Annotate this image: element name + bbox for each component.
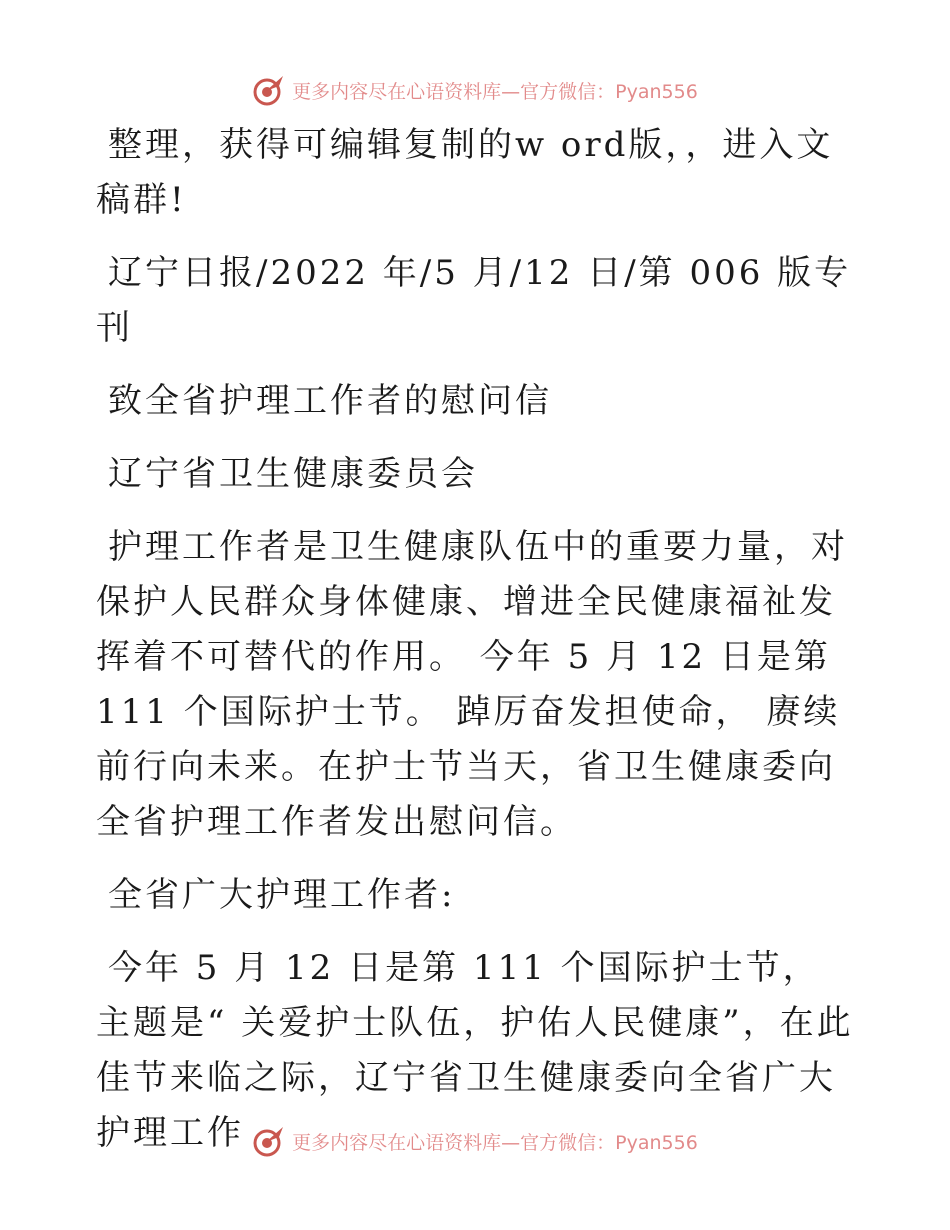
quill-seal-icon — [252, 73, 286, 107]
salutation: 全省广大护理工作者: — [108, 875, 456, 915]
letter-author: 辽宁省卫生健康委员会 — [108, 454, 478, 494]
intro-paragraph: 整理，获得可编辑复制的w ord版，，进入文稿群! — [96, 125, 834, 220]
quill-seal-icon — [252, 1124, 286, 1158]
letter-title: 致全省护理工作者的慰问信 — [108, 381, 552, 421]
body-paragraph: 今年 5 月 12 日是第 111 个国际护士节，主题是“ 关爱护士队伍，护佑人民健康”，在此佳节来临之际，辽宁省卫生健康委向全省广大护理工作 — [96, 948, 854, 1153]
footer-watermark — [0, 1121, 950, 1161]
body-paragraph: 护理工作者是卫生健康队伍中的重要力量，对保护人民群众身体健康、增进全民健康福祉发挥着不可替代的作用。 今年 5 月 12 日是第 111 个国际护士节。 踔厉奋发担使命， 赓续前行向未来。在护士节当天，省卫生健康委向全省护理工作者发出慰问信。 — [96, 527, 848, 842]
document-body — [96, 118, 856, 1179]
watermark-text: 更多内容尽在心语资料库—官方微信：Pyan556 — [292, 1131, 698, 1154]
newspaper-source-line: 辽宁日报/2022 年/5 月/12 日/第 006 版专刊 — [96, 253, 852, 348]
header-watermark — [0, 70, 950, 110]
watermark-text: 更多内容尽在心语资料库—官方微信：Pyan556 — [292, 80, 698, 103]
